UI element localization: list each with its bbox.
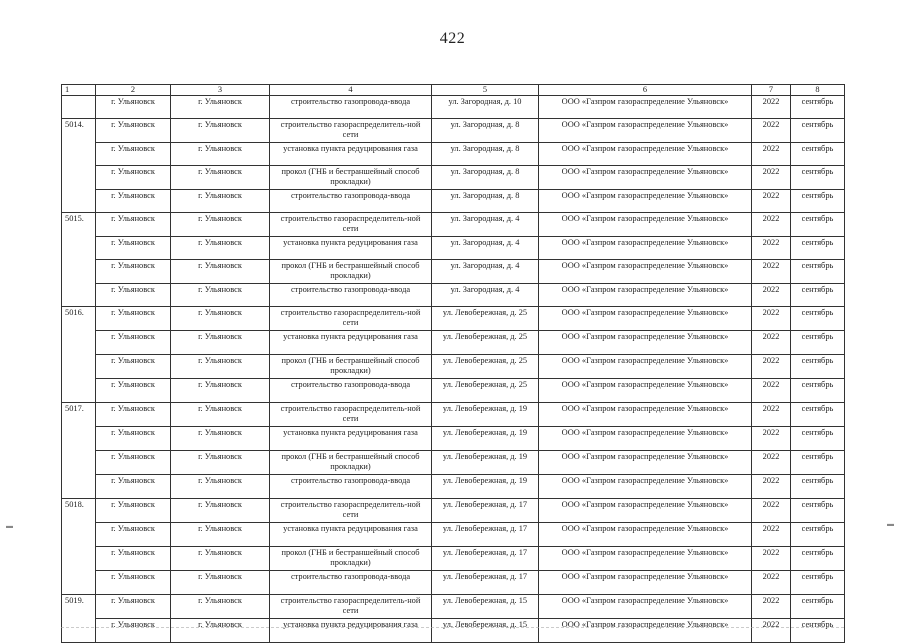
district-cell: г. Ульяновск — [171, 143, 270, 166]
year-cell: 2022 — [752, 475, 791, 499]
address-cell: ул. Левобережная, д. 15 — [432, 619, 539, 643]
work-type-cell: установка пункта редуцирования газа — [270, 523, 432, 547]
address-cell: ул. Загородная, д. 8 — [432, 166, 539, 190]
address-cell: ул. Левобережная, д. 19 — [432, 451, 539, 475]
month-cell: сентябрь — [791, 260, 845, 284]
settlement-cell: г. Ульяновск — [96, 499, 171, 523]
district-cell: г. Ульяновск — [171, 190, 270, 213]
settlement-cell: г. Ульяновск — [96, 427, 171, 451]
row-number-cell — [62, 143, 96, 166]
year-cell: 2022 — [752, 403, 791, 427]
header-cell: 3 — [171, 85, 270, 96]
row-number-cell — [62, 451, 96, 475]
year-cell: 2022 — [752, 619, 791, 643]
row-number-cell — [62, 427, 96, 451]
settlement-cell: г. Ульяновск — [96, 331, 171, 355]
table-row — [62, 237, 845, 260]
district-cell: г. Ульяновск — [171, 523, 270, 547]
organization-cell: ООО «Газпром газораспределение Ульяновск» — [539, 213, 752, 237]
table-row — [62, 331, 845, 355]
settlement-cell: г. Ульяновск — [96, 403, 171, 427]
month-cell: сентябрь — [791, 190, 845, 213]
header-cell: 7 — [752, 85, 791, 96]
work-type-cell: установка пункта редуцирования газа — [270, 237, 432, 260]
settlement-cell: г. Ульяновск — [96, 190, 171, 213]
address-cell: ул. Загородная, д. 4 — [432, 260, 539, 284]
organization-cell: ООО «Газпром газораспределение Ульяновск» — [539, 96, 752, 119]
work-type-cell: установка пункта редуцирования газа — [270, 427, 432, 451]
settlement-cell: г. Ульяновск — [96, 307, 171, 331]
work-type-cell: установка пункта редуцирования газа — [270, 143, 432, 166]
month-cell: сентябрь — [791, 547, 845, 571]
settlement-cell: г. Ульяновск — [96, 119, 171, 143]
year-cell: 2022 — [752, 331, 791, 355]
settlement-cell: г. Ульяновск — [96, 166, 171, 190]
settlement-cell: г. Ульяновск — [96, 379, 171, 403]
row-number-cell: 5014. — [62, 119, 96, 143]
organization-cell: ООО «Газпром газораспределение Ульяновск» — [539, 166, 752, 190]
district-cell: г. Ульяновск — [171, 237, 270, 260]
address-cell: ул. Загородная, д. 10 — [432, 96, 539, 119]
year-cell: 2022 — [752, 355, 791, 379]
year-cell: 2022 — [752, 427, 791, 451]
district-cell: г. Ульяновск — [171, 213, 270, 237]
month-cell: сентябрь — [791, 143, 845, 166]
address-cell: ул. Левобережная, д. 17 — [432, 571, 539, 595]
table-row — [62, 284, 845, 307]
header-cell: 2 — [96, 85, 171, 96]
settlement-cell: г. Ульяновск — [96, 260, 171, 284]
settlement-cell: г. Ульяновск — [96, 451, 171, 475]
year-cell: 2022 — [752, 96, 791, 119]
settlement-cell: г. Ульяновск — [96, 237, 171, 260]
address-cell: ул. Левобережная, д. 17 — [432, 499, 539, 523]
settlement-cell: г. Ульяновск — [96, 284, 171, 307]
year-cell: 2022 — [752, 119, 791, 143]
settlement-cell: г. Ульяновск — [96, 571, 171, 595]
work-type-cell: строительство газопровода-ввода — [270, 96, 432, 119]
work-type-cell: строительство газораспределитель-ной сети — [270, 307, 432, 331]
month-cell: сентябрь — [791, 571, 845, 595]
month-cell: сентябрь — [791, 355, 845, 379]
address-cell: ул. Левобережная, д. 25 — [432, 331, 539, 355]
row-number-cell — [62, 96, 96, 119]
year-cell: 2022 — [752, 143, 791, 166]
month-cell: сентябрь — [791, 619, 845, 643]
address-cell: ул. Левобережная, д. 25 — [432, 307, 539, 331]
month-cell: сентябрь — [791, 213, 845, 237]
month-cell: сентябрь — [791, 499, 845, 523]
organization-cell: ООО «Газпром газораспределение Ульяновск» — [539, 427, 752, 451]
year-cell: 2022 — [752, 166, 791, 190]
district-cell: г. Ульяновск — [171, 119, 270, 143]
table-row — [62, 571, 845, 595]
page-number: 422 — [439, 30, 466, 47]
address-cell: ул. Загородная, д. 8 — [432, 190, 539, 213]
settlement-cell: г. Ульяновск — [96, 355, 171, 379]
table-row — [62, 523, 845, 547]
year-cell: 2022 — [752, 307, 791, 331]
row-number-cell — [62, 166, 96, 190]
address-cell: ул. Загородная, д. 8 — [432, 143, 539, 166]
year-cell: 2022 — [752, 284, 791, 307]
table-row — [62, 119, 845, 143]
month-cell: сентябрь — [791, 379, 845, 403]
organization-cell: ООО «Газпром газораспределение Ульяновск» — [539, 119, 752, 143]
organization-cell: ООО «Газпром газораспределение Ульяновск» — [539, 190, 752, 213]
row-number-cell — [62, 475, 96, 499]
row-number-cell: 5018. — [62, 499, 96, 523]
month-cell: сентябрь — [791, 166, 845, 190]
year-cell: 2022 — [752, 379, 791, 403]
district-cell: г. Ульяновск — [171, 403, 270, 427]
row-number-cell — [62, 619, 96, 643]
organization-cell: ООО «Газпром газораспределение Ульяновск» — [539, 619, 752, 643]
year-cell: 2022 — [752, 523, 791, 547]
work-type-cell: строительство газораспределитель-ной сети — [270, 595, 432, 619]
address-cell: ул. Левобережная, д. 17 — [432, 547, 539, 571]
settlement-cell: г. Ульяновск — [96, 595, 171, 619]
work-type-cell: строительство газораспределитель-ной сети — [270, 499, 432, 523]
district-cell: г. Ульяновск — [171, 619, 270, 643]
district-cell: г. Ульяновск — [171, 307, 270, 331]
month-cell: сентябрь — [791, 237, 845, 260]
address-cell: ул. Левобережная, д. 17 — [432, 523, 539, 547]
organization-cell: ООО «Газпром газораспределение Ульяновск» — [539, 571, 752, 595]
header-cell: 4 — [270, 85, 432, 96]
organization-cell: ООО «Газпром газораспределение Ульяновск» — [539, 595, 752, 619]
work-type-cell: строительство газопровода-ввода — [270, 475, 432, 499]
work-type-cell: установка пункта редуцирования газа — [270, 619, 432, 643]
work-type-cell: установка пункта редуцирования газа — [270, 331, 432, 355]
organization-cell: ООО «Газпром газораспределение Ульяновск» — [539, 307, 752, 331]
row-number-cell — [62, 379, 96, 403]
district-cell: г. Ульяновск — [171, 499, 270, 523]
district-cell: г. Ульяновск — [171, 379, 270, 403]
work-type-cell: строительство газопровода-ввода — [270, 284, 432, 307]
work-type-cell: строительство газораспределитель-ной сети — [270, 119, 432, 143]
settlement-cell: г. Ульяновск — [96, 547, 171, 571]
month-cell: сентябрь — [791, 119, 845, 143]
month-cell: сентябрь — [791, 523, 845, 547]
year-cell: 2022 — [752, 237, 791, 260]
table-body — [62, 85, 845, 643]
table-row — [62, 143, 845, 166]
table-row — [62, 190, 845, 213]
row-number-cell — [62, 547, 96, 571]
table-row — [62, 379, 845, 403]
header-cell: 6 — [539, 85, 752, 96]
row-number-cell: 5019. — [62, 595, 96, 619]
table-row — [62, 451, 845, 475]
month-cell: сентябрь — [791, 307, 845, 331]
work-type-cell: строительство газопровода-ввода — [270, 190, 432, 213]
row-number-cell — [62, 331, 96, 355]
organization-cell: ООО «Газпром газораспределение Ульяновск» — [539, 451, 752, 475]
settlement-cell: г. Ульяновск — [96, 475, 171, 499]
table-row — [62, 213, 845, 237]
address-cell: ул. Левобережная, д. 19 — [432, 427, 539, 451]
year-cell: 2022 — [752, 499, 791, 523]
settlement-cell: г. Ульяновск — [96, 619, 171, 643]
month-cell: сентябрь — [791, 451, 845, 475]
district-cell: г. Ульяновск — [171, 451, 270, 475]
address-cell: ул. Загородная, д. 4 — [432, 284, 539, 307]
header-row — [62, 85, 845, 96]
year-cell: 2022 — [752, 595, 791, 619]
organization-cell: ООО «Газпром газораспределение Ульяновск» — [539, 355, 752, 379]
table-row — [62, 619, 845, 643]
work-type-cell: строительство газораспределитель-ной сети — [270, 213, 432, 237]
month-cell: сентябрь — [791, 284, 845, 307]
address-cell: ул. Левобережная, д. 25 — [432, 379, 539, 403]
work-type-cell: строительство газораспределитель-ной сети — [270, 403, 432, 427]
header-cell: 1 — [62, 85, 96, 96]
district-cell: г. Ульяновск — [171, 284, 270, 307]
work-type-cell: прокол (ГНБ и бестраншейный способ прокладки) — [270, 547, 432, 571]
settlement-cell: г. Ульяновск — [96, 96, 171, 119]
address-cell: ул. Левобережная, д. 19 — [432, 475, 539, 499]
organization-cell: ООО «Газпром газораспределение Ульяновск» — [539, 331, 752, 355]
address-cell: ул. Левобережная, д. 15 — [432, 595, 539, 619]
address-cell: ул. Загородная, д. 8 — [432, 119, 539, 143]
district-cell: г. Ульяновск — [171, 260, 270, 284]
district-cell: г. Ульяновск — [171, 571, 270, 595]
settlement-cell: г. Ульяновск — [96, 213, 171, 237]
header-cell: 8 — [791, 85, 845, 96]
table-row — [62, 403, 845, 427]
settlement-cell: г. Ульяновск — [96, 523, 171, 547]
month-cell: сентябрь — [791, 475, 845, 499]
work-type-cell: прокол (ГНБ и бестраншейный способ прокладки) — [270, 451, 432, 475]
page-bottom-rule — [61, 627, 844, 628]
table-row — [62, 499, 845, 523]
month-cell: сентябрь — [791, 331, 845, 355]
district-cell: г. Ульяновск — [171, 355, 270, 379]
organization-cell: ООО «Газпром газораспределение Ульяновск» — [539, 475, 752, 499]
row-number-cell — [62, 355, 96, 379]
district-cell: г. Ульяновск — [171, 166, 270, 190]
row-number-cell — [62, 260, 96, 284]
row-number-cell — [62, 237, 96, 260]
district-cell: г. Ульяновск — [171, 96, 270, 119]
row-number-cell — [62, 523, 96, 547]
row-number-cell — [62, 284, 96, 307]
table-row — [62, 547, 845, 571]
table-row — [62, 355, 845, 379]
organization-cell: ООО «Газпром газораспределение Ульяновск» — [539, 260, 752, 284]
year-cell: 2022 — [752, 571, 791, 595]
work-type-cell: строительство газопровода-ввода — [270, 571, 432, 595]
address-cell: ул. Загородная, д. 4 — [432, 237, 539, 260]
row-number-cell — [62, 190, 96, 213]
organization-cell: ООО «Газпром газораспределение Ульяновск» — [539, 547, 752, 571]
schedule-table — [61, 84, 845, 643]
year-cell: 2022 — [752, 260, 791, 284]
district-cell: г. Ульяновск — [171, 547, 270, 571]
table-row — [62, 595, 845, 619]
organization-cell: ООО «Газпром газораспределение Ульяновск» — [539, 523, 752, 547]
row-number-cell: 5017. — [62, 403, 96, 427]
district-cell: г. Ульяновск — [171, 427, 270, 451]
organization-cell: ООО «Газпром газораспределение Ульяновск» — [539, 403, 752, 427]
organization-cell: ООО «Газпром газораспределение Ульяновск» — [539, 379, 752, 403]
table-row — [62, 427, 845, 451]
table-row — [62, 260, 845, 284]
month-cell: сентябрь — [791, 595, 845, 619]
table-row — [62, 475, 845, 499]
address-cell: ул. Левобережная, д. 25 — [432, 355, 539, 379]
work-type-cell: прокол (ГНБ и бестраншейный способ прокладки) — [270, 355, 432, 379]
table-row — [62, 96, 845, 119]
address-cell: ул. Загородная, д. 4 — [432, 213, 539, 237]
row-number-cell: 5016. — [62, 307, 96, 331]
row-number-cell — [62, 571, 96, 595]
header-cell: 5 — [432, 85, 539, 96]
table-row — [62, 307, 845, 331]
organization-cell: ООО «Газпром газораспределение Ульяновск» — [539, 143, 752, 166]
district-cell: г. Ульяновск — [171, 475, 270, 499]
table-row — [62, 166, 845, 190]
work-type-cell: прокол (ГНБ и бестраншейный способ прокладки) — [270, 260, 432, 284]
district-cell: г. Ульяновск — [171, 331, 270, 355]
year-cell: 2022 — [752, 451, 791, 475]
district-cell: г. Ульяновск — [171, 595, 270, 619]
row-number-cell: 5015. — [62, 213, 96, 237]
address-cell: ул. Левобережная, д. 19 — [432, 403, 539, 427]
settlement-cell: г. Ульяновск — [96, 143, 171, 166]
scan-margin-mark: ▬ — [887, 520, 894, 528]
month-cell: сентябрь — [791, 427, 845, 451]
organization-cell: ООО «Газпром газораспределение Ульяновск» — [539, 284, 752, 307]
year-cell: 2022 — [752, 190, 791, 213]
work-type-cell: прокол (ГНБ и бестраншейный способ прокладки) — [270, 166, 432, 190]
month-cell: сентябрь — [791, 403, 845, 427]
month-cell: сентябрь — [791, 96, 845, 119]
organization-cell: ООО «Газпром газораспределение Ульяновск» — [539, 499, 752, 523]
scan-margin-mark: ▬ — [6, 522, 13, 530]
year-cell: 2022 — [752, 547, 791, 571]
work-type-cell: строительство газопровода-ввода — [270, 379, 432, 403]
organization-cell: ООО «Газпром газораспределение Ульяновск» — [539, 237, 752, 260]
year-cell: 2022 — [752, 213, 791, 237]
